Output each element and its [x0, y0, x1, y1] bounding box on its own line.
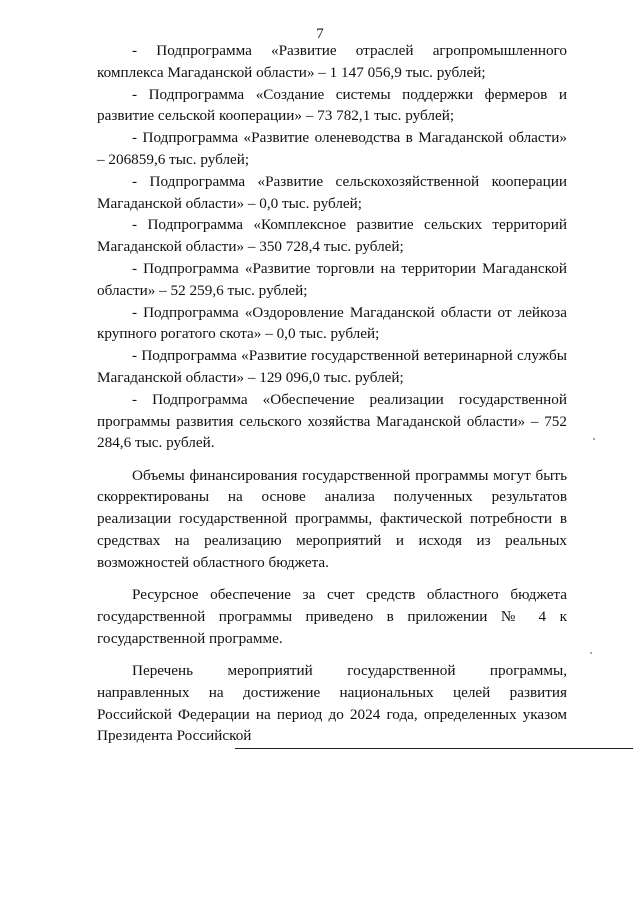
subprogram-item: - Подпрограмма «Развитие оленеводства в Магаданской области» – 206859,6 тыс. рублей;: [97, 129, 567, 168]
document-body: [97, 40, 567, 747]
subprogram-item: - Подпрограмма «Развитие государственной ветеринарной службы Магаданской области» – 129 096,0 тыс. рублей;: [97, 347, 567, 386]
scan-speck: [590, 652, 592, 654]
subprogram-item: - Подпрограмма «Создание системы поддержки фермеров и развитие сельской кооперации» – 73 782,1 тыс. рублей;: [97, 85, 567, 125]
subprogram-item: - Подпрограмма «Развитие торговли на территории Магаданской области» – 52 259,6 тыс. рублей;: [97, 259, 567, 299]
subprogram-item: - Подпрограмма «Оздоровление Магаданской области от лейкоза крупного рогатого скота» – 0,0 тыс. рублей;: [97, 303, 567, 343]
measures-paragraph: Перечень мероприятий государственной программы, направленных на достижение национальных целей развития Российской Федерации на период до 2024 года, определенных указом Президента Российской: [97, 662, 567, 745]
subprogram-item: - Подпрограмма «Обеспечение реализации государственной программы развития сельского хозяйства Магаданской области» – 752 284,6 тыс. рублей.: [97, 390, 567, 452]
subprogram-item: - Подпрограмма «Комплексное развитие сельских территорий Магаданской области» – 350 728,4 тыс. рублей;: [97, 216, 567, 256]
resource-paragraph: Ресурсное обеспечение за счет средств областного бюджета государственной программы приведено в приложении № 4 к государственной программе.: [97, 586, 567, 647]
scan-speck: [593, 438, 595, 440]
subprogram-item: - Подпрограмма «Развитие отраслей агропромышленного комплекса Магаданской области» – 1 147 056,9 тыс. рублей;: [97, 42, 567, 81]
subprogram-item: - Подпрограмма «Развитие сельскохозяйственной кооперации Магаданской области» – 0,0 тыс. рублей;: [97, 172, 567, 212]
bottom-rule: [235, 748, 633, 749]
page-number: 7: [316, 26, 324, 42]
financing-paragraph: Объемы финансирования государственной программы могут быть скорректированы на основе анализа полученных результатов реализации государственной программы, фактической потребности в средствах на реализацию мероприятий и исходя из реальных возможностей областного бюджета.: [97, 466, 567, 571]
